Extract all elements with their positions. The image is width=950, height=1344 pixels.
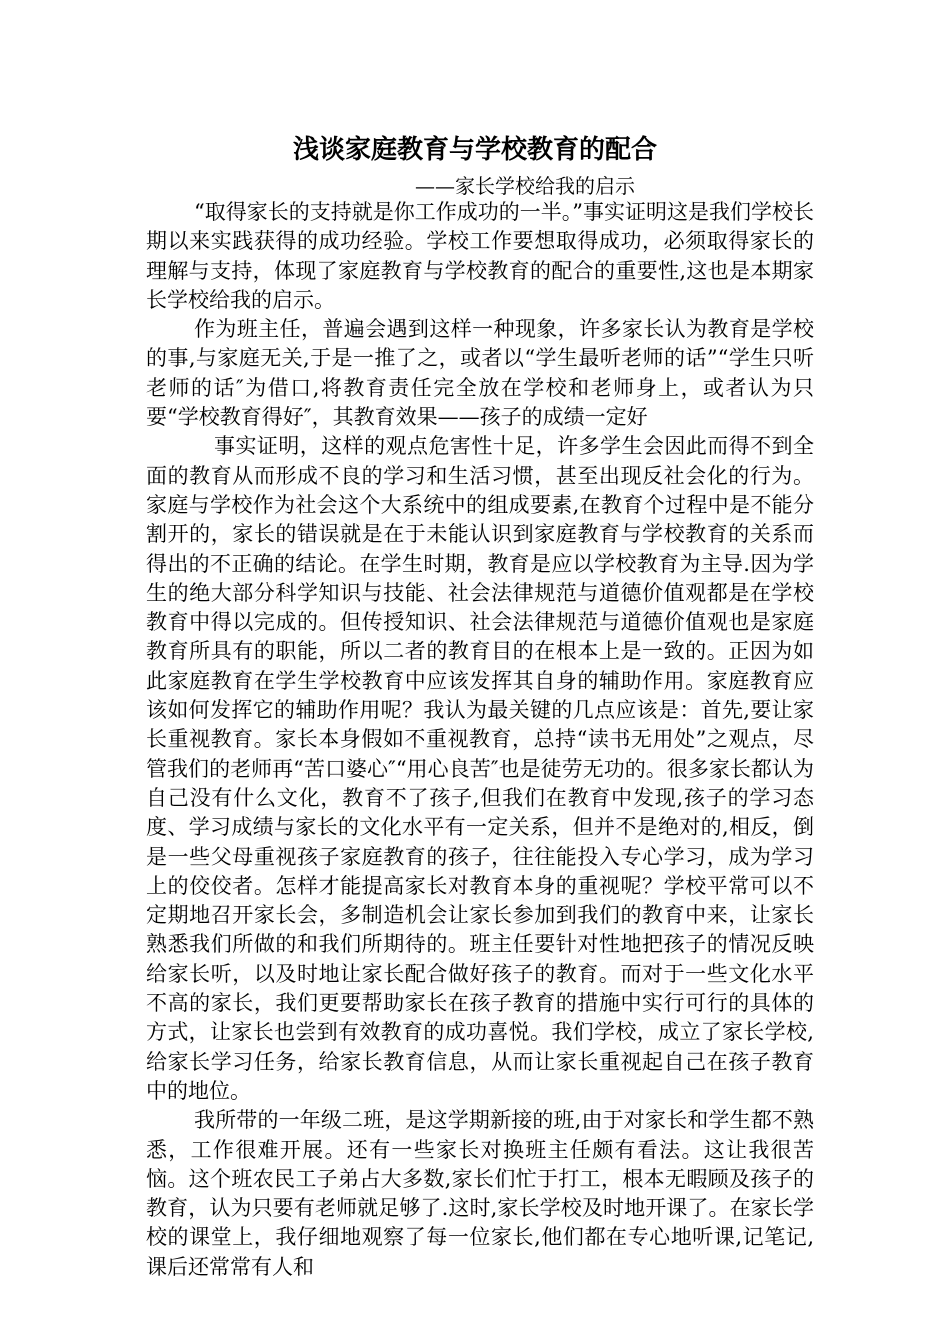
document-title: 浅谈家庭教育与学校教育的配合 <box>292 135 657 165</box>
paragraph-2: 作为班主任，普遍会遇到这样一种现象，许多家长认为教育是学校的事,与家庭无关,于是一推了之，或者以“学生最听老师的话”“学生只听老师的话″为借口,将教育责任完全放在学校和老师身上，或者认为只要“学校教育得好″，其教育效果——孩子的成绩一定好 <box>146 317 814 430</box>
paragraph-1: “取得家长的支持就是你工作成功的一半。”事实证明这是我们学校长期以来实践获得的成功经验。学校工作要想取得成功，必须取得家长的理解与支持，体现了家庭教育与学校教育的配合的重要性,这也是本期家长学校给我的启示。 <box>146 200 814 312</box>
document-body <box>146 198 814 1282</box>
document-subtitle: ——家长学校给我的启示 <box>415 174 635 198</box>
paragraph-3: 事实证明，这样的观点危害性十足，许多学生会因此而得不到全面的教育从而形成不良的学习和生活习惯，甚至出现反社会化的行为。家庭与学校作为社会这个大系统中的组成要素,在教育个过程中是不能分割开的，家长的错误就是在于未能认识到家庭教育与学校教育的关系而得出的不正确的结论。在学生时期，教育是应以学校教育为主导.因为学生的绝大部分科学知识与技能、社会法律规范与道德价值观都是在学校教育中得以完成的。但传授知识、社会法律规范与道德价值观也是家庭教育所具有的职能，所以二者的教育目的在根本上是一致的。正因为如此家庭教育在学生学校教育中应该发挥其自身的辅助作用。家庭教育应该如何发挥它的辅助作用呢？我认为最关键的几点应该是：首先,要让家长重视教育。家长本身假如不重视教育，总持“读书无用处”之观点，尽管我们的老师再“苦口婆心″“用心良苦″也是徒劳无功的。很多家长都认为自己没有什么文化，教育不了孩子,但我们在教育中发现,孩子的学习态度、学习成绩与家长的文化水平有一定关系，但并不是绝对的,相反，倒是一些父母重视孩子家庭教育的孩子，往往能投入专心学习，成为学习上的佼佼者。怎样才能提高家长对教育本身的重视呢？学校平常可以不定期地召开家长会，多制造机会让家长参加到我们的教育中来，让家长熟悉我们所做的和我们所期待的。班主任要针对性地把孩子的情况反映给家长听，以及时地让家长配合做好孩子的教育。而对于一些文化水平不高的家长，我们更要帮助家长在孩子教育的措施中实行可行的具体的方式，让家长也尝到有效教育的成功喜悦。我们学校，成立了家长学校,给家长学习任务，给家长教育信息，从而让家长重视起自己在孩子教育中的地位。 <box>146 434 814 1103</box>
paragraph-4: 我所带的一年级二班，是这学期新接的班,由于对家长和学生都不熟悉，工作很难开展。还有一些家长对换班主任颇有看法。这让我很苦恼。这个班农民工子弟占大多数,家长们忙于打工，根本无暇顾及孩子的教育，认为只要有老师就足够了.这时,家长学校及时地开课了。在家长学校的课堂上，我仔细地观察了每一位家长,他们都在专心地听课,记笔记,课后还常常有人和 <box>146 1108 814 1279</box>
